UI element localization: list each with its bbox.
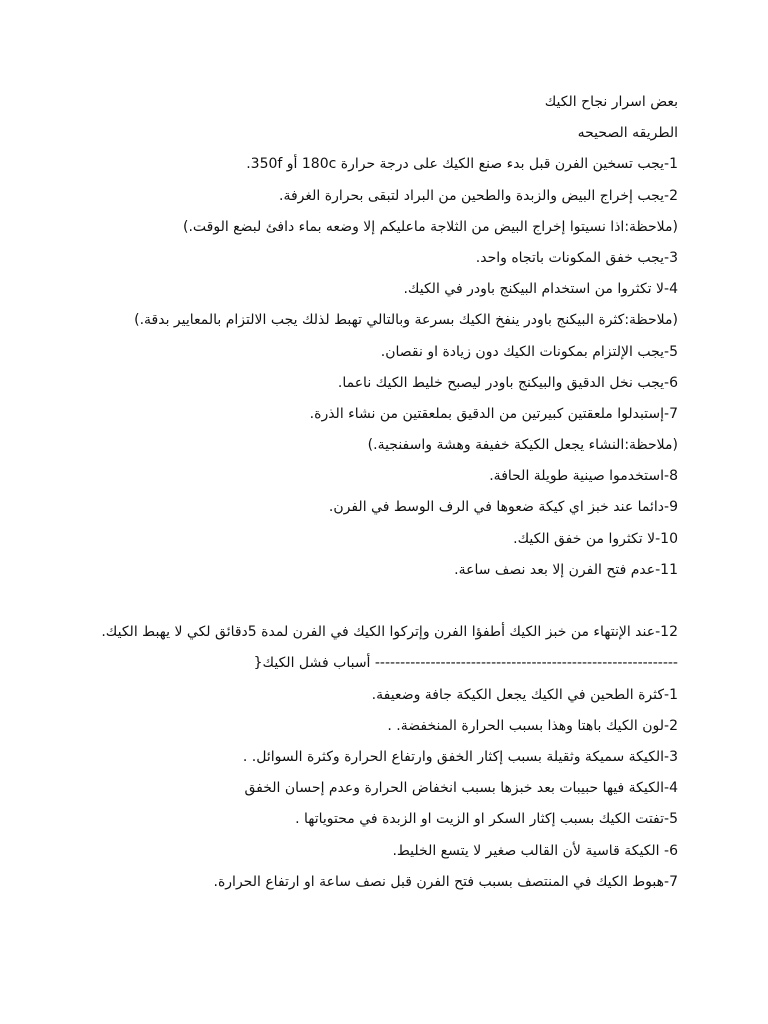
failure-line: 3-الكيكة سميكة وثقيلة بسبب إكثار الخفق وارتفاع الحرارة وكثرة السوائل. . xyxy=(242,748,678,765)
document-title: بعض اسرار نجاح الكيك xyxy=(544,94,678,110)
section-divider: ------------------------------------------------------------ أسباب فشل الكيك{ xyxy=(253,655,678,672)
note-line: (ملاحظة:كثرة البيكنج باودر ينفخ الكيك بسرعة وبالتالي تهبط لذلك يجب الالتزام بالمعايير بدقة.) xyxy=(134,312,678,329)
tip-line: 7-إستبدلوا ملعقتين كبيرتين من الدقيق بملعقتين من نشاء الذرة. xyxy=(309,405,678,422)
failure-line: 5-تفتت الكيك بسبب إكثار السكر او الزيت او الزبدة في محتوياتها . xyxy=(295,811,678,828)
failure-line: 2-لون الكيك باهتا وهذا بسبب الحرارة المنخفضة. . xyxy=(387,717,678,734)
tip-line: 5-يجب الإلتزام بمكونات الكيك دون زيادة او نقصان. xyxy=(380,343,678,360)
tip-line: 9-دائما عند خبز اي كيكة ضعوها في الرف الوسط في الفرن. xyxy=(328,499,678,516)
note-line: (ملاحظة:النشاء يجعل الكيكة خفيفة وهشة واسفنجية.) xyxy=(367,437,678,454)
note-line: (ملاحظة:اذا نسيتوا إخراج البيض من الثلاجة ماعليكم إلا وضعه بماء دافئ لبضع الوقت.) xyxy=(182,218,678,235)
tip-line: 11-عدم فتح الفرن إلا بعد نصف ساعة. xyxy=(454,561,678,578)
failure-line: 7-هبوط الكيك في المنتصف بسبب فتح الفرن قبل نصف ساعة او ارتفاع الحرارة. xyxy=(213,873,678,890)
document-body xyxy=(100,92,678,903)
failure-line: 6- الكيكة قاسية لأن القالب صغير لا يتسع الخليط. xyxy=(392,842,678,859)
failure-line: 4-الكيكة فيها حبيبات بعد خبزها بسبب انخفاض الحرارة وعدم إحسان الخفق xyxy=(244,780,678,797)
blank-line xyxy=(100,591,678,611)
tip-line-wrapped: 12-عند الإنتهاء من خبز الكيك أطفؤا الفرن وإتركوا الكيك في الفرن لمدة 5دقائق لكي لا يهبط الكيك. xyxy=(101,624,678,641)
document-subtitle: الطريقه الصحيحه xyxy=(577,125,678,142)
tip-line: 10-لا تكثروا من خفق الكيك. xyxy=(513,530,678,547)
tip-line: 1-يجب تسخين الفرن قبل بدء صنع الكيك على درجة حرارة 180c أو 350f. xyxy=(246,156,678,173)
tip-line: 4-لا تكثروا من استخدام البيكنج باودر في الكيك. xyxy=(403,281,678,298)
tip-line: 3-يجب خفق المكونات باتجاه واحد. xyxy=(475,249,678,266)
tip-line: 2-يجب إخراج البيض والزبدة والطحين من البراد لتبقى بحرارة الغرفة. xyxy=(279,187,678,204)
failure-line: 1-كثرة الطحين في الكيك يجعل الكيكة جافة وضعيفة. xyxy=(371,686,678,703)
tip-line: 8-استخدموا صينية طويلة الحافة. xyxy=(489,468,678,485)
tip-line: 6-يجب نخل الدقيق والبيكنج باودر ليصبح خليط الكيك ناعما. xyxy=(337,374,678,391)
